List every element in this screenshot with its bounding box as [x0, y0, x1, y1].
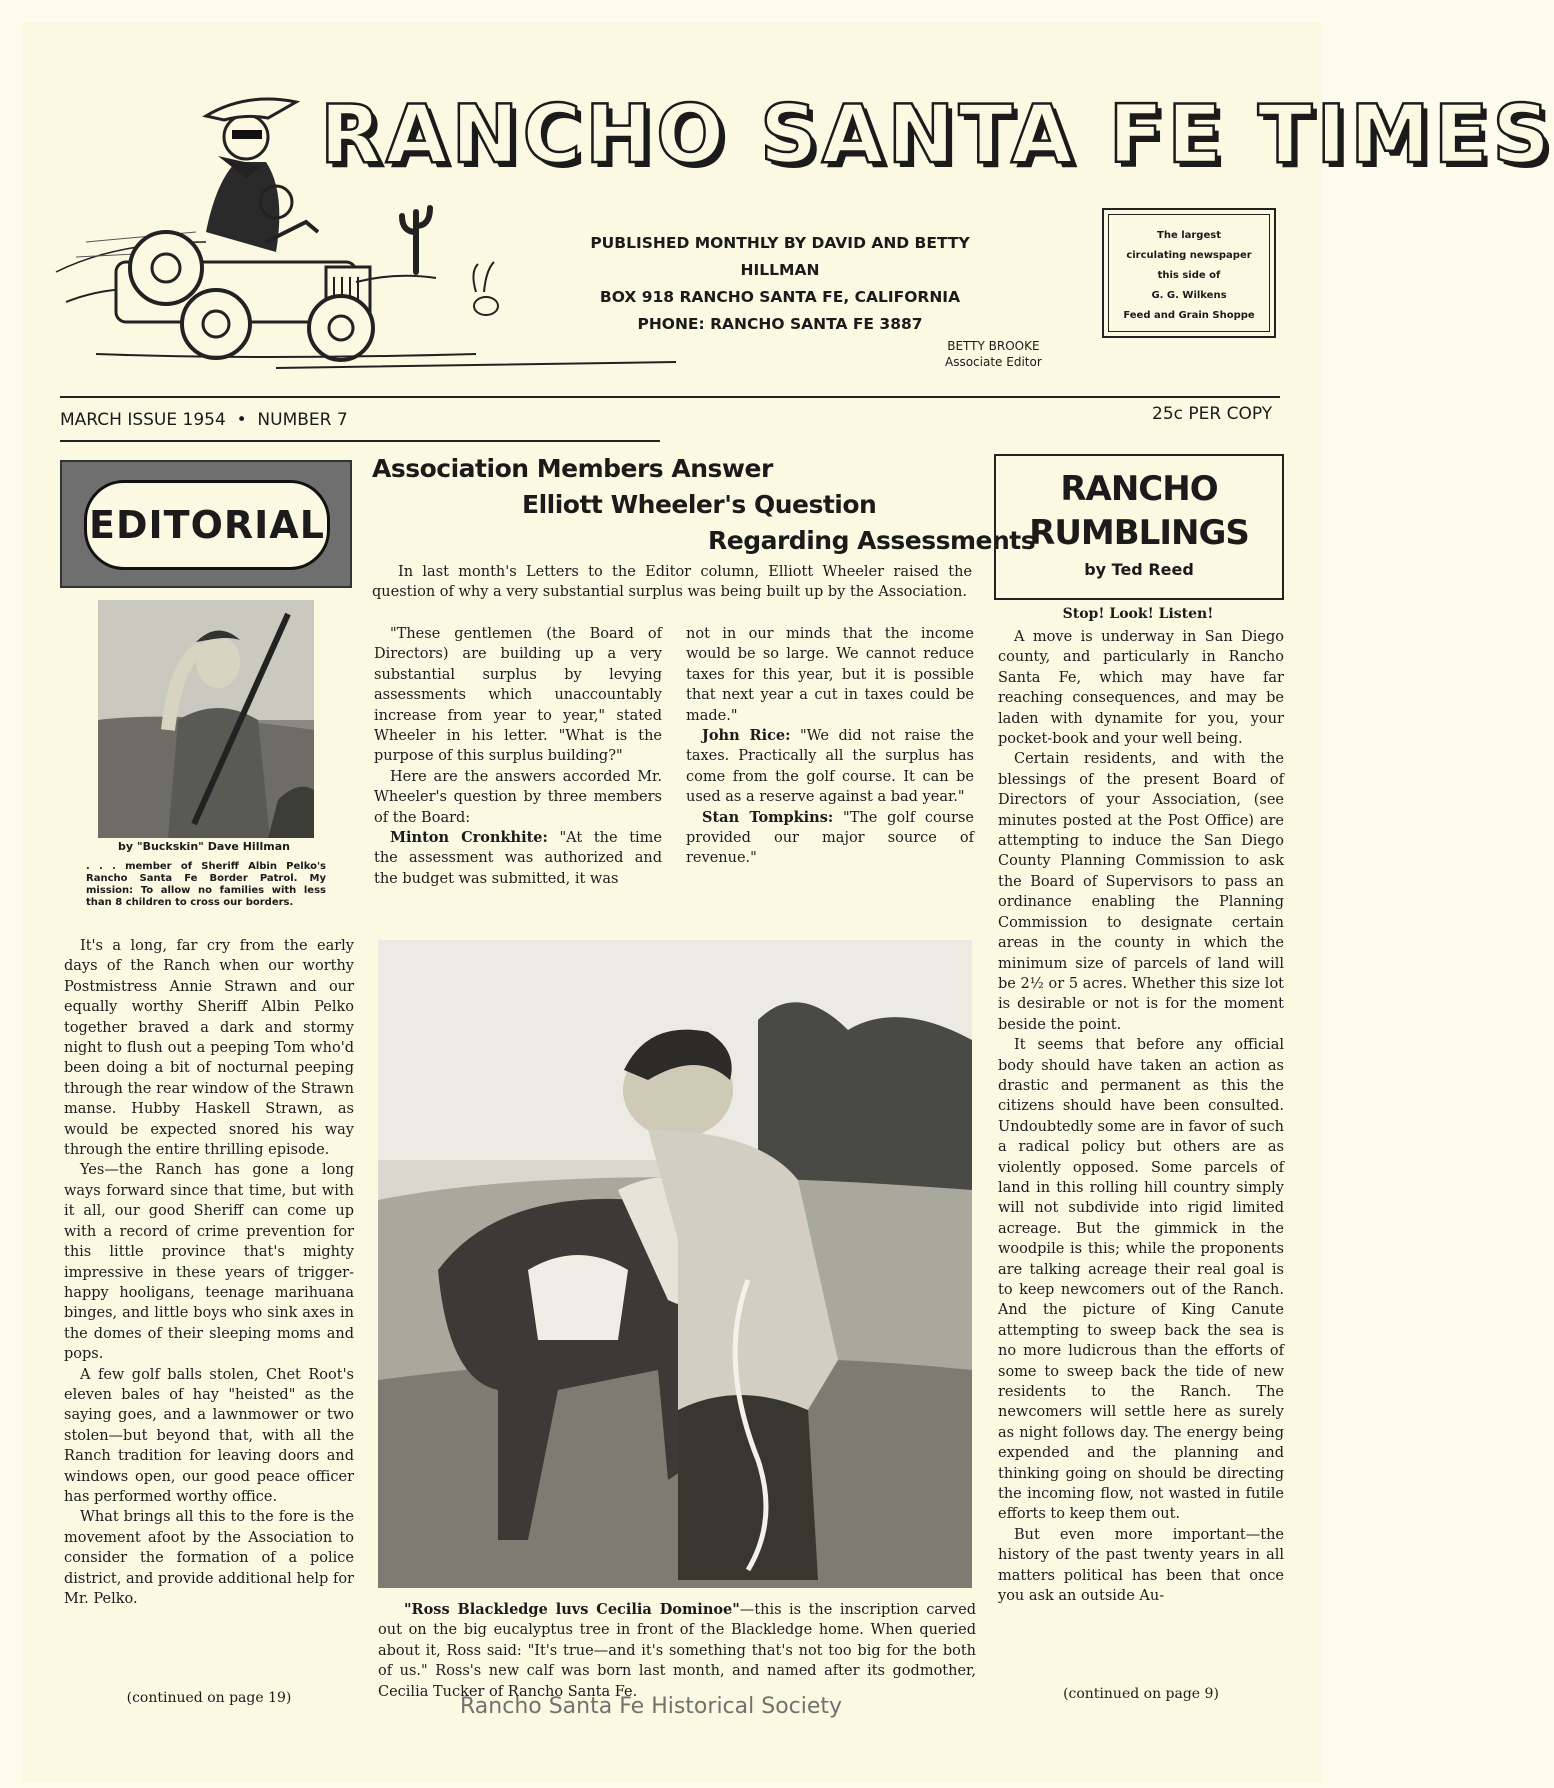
paragraph: It seems that before any official body should have taken an action as drastic and permanent as this the citizens should have been consulted. Undoubtedly some are in favor of such a radical policy but others are as violently opposed. Some parcels of land in this rolling hill country simply will not subdivide into rigid limited acreage. But the gimmick in the woodpile is this; while the proponents are talking acreage their real goal is to keep newcomers out of the Ranch. And the picture of King Canute attempting to sweep back the sea is no more ludicrous than the efforts of some to sweep back the tide of new residents to the Ranch. The newcomers will settle here as surely as night follows day. The energy being expended and the planning and thinking going on should be directing the incoming flow, not wasted in futile efforts to keep them out. [998, 1037, 1284, 1523]
paragraph: Here are the answers accorded Mr. Wheeler's question by three members of the Board: [374, 768, 662, 826]
ad-line: this side of [1157, 270, 1221, 281]
headline-line-3: Regarding Assessments [708, 526, 1036, 555]
editorial-photo [98, 600, 314, 838]
paragraph: It's a long, far cry from the early days of the Ranch when our worthy Postmistress Annie Strawn and our equally worthy Sheriff Albin Pelko together braved a dark and stormy night to flush out a peeping Tom who'd been doing a bit of nocturnal peeping through the rear window of the Strawn manse. Hubby Haskell Strawn, as would be expected snored his way through the entire thrilling episode. [64, 938, 354, 1159]
continued-note: (continued on page 19) [126, 1690, 292, 1706]
paragraph [374, 828, 662, 889]
boxed-advertisement [1102, 208, 1276, 338]
price: 25c PER COPY [1152, 404, 1273, 424]
rumblings-title-1: RANCHO [1060, 469, 1218, 509]
paragraph: Yes—the Ranch has gone a long ways forward since that time, but with it all, our good Sheriff can come up with a record of crime prevention for this little province that's mighty impressive in these years of trigger-happy hooligans, teenage marihuana binges, and little boys who sink axes in the domes of their sleeping moms and pops. [64, 1162, 354, 1363]
speaker-name: John Rice: [702, 727, 791, 745]
rumblings-text [998, 627, 1284, 1607]
watermark: Rancho Santa Fe Historical Society [460, 1694, 843, 1719]
caption-lead: "Ross Blackledge luvs Cecilia Dominoe" [404, 1601, 740, 1618]
paragraph: But even more important—the history of the past twenty years in all matters political has been that once you ask an outside Au- [998, 1526, 1284, 1605]
publisher-line: PUBLISHED MONTHLY BY DAVID AND BETTY HILLMAN [590, 234, 970, 279]
speaker-name: Minton Cronkhite: [390, 829, 548, 847]
associate-editor [945, 338, 1042, 370]
rumblings-title-2: RUMBLINGS [1029, 513, 1249, 553]
quote: "The golf course provided our major source of revenue." [686, 809, 975, 867]
boy-and-calf-photo [378, 940, 972, 1588]
paragraph: Certain residents, and with the blessings of the present Board of Directors of your Association, (see minutes posted at the Post Office) are attempting to induce the San Diego County Planning Commission to ask the Board of Supervisors to pass an ordinance enabling the Planning Commission to designate certain areas in the county in which the minimum size of parcels of land will be 2½ or 5 acres. Whether this size lot is desirable or not is for the moment beside the point. [998, 751, 1284, 1033]
continued-note: (continued on page 9) [1063, 1686, 1219, 1702]
photo-caption: . . . member of Sheriff Albin Pelko's Rancho Santa Fe Border Patrol. My mission: To allow no families with less than 8 children to cross our borders. [86, 861, 326, 908]
issue-number: MARCH ISSUE 1954 • NUMBER 7 [60, 410, 348, 430]
photo-byline: by "Buckskin" Dave Hillman [118, 840, 290, 853]
paragraph: A move is underway in San Diego county, and particularly in Rancho Santa Fe, which may have far reaching consequences, and may be laden with dynamite for you, your pocket-book and your well being. [998, 629, 1284, 748]
editorial-text [64, 936, 354, 1609]
paragraph: What brings all this to the fore is the movement afoot by the Association to consider the formation of a police district, and provide additional help for Mr. Pelko. [64, 1509, 354, 1607]
ad-line: Feed and Grain Shoppe [1123, 310, 1255, 321]
paragraph [686, 808, 974, 869]
paragraph: "These gentlemen (the Board of Directors) are building up a very substantial surplus by levying assessments which unaccountably increase from year to year," stated Wheeler in his letter. "What is the purpose of this surplus building?" [374, 626, 662, 765]
paragraph: A few golf balls stolen, Chet Root's eleven bales of hay "heisted" as the saying goes, and a lawnmower or two stolen—but beyond that, with all the Ranch tradition for leaving doors and windows open, our good peace officer has performed worthy office. [64, 1366, 354, 1505]
associate-title: Associate Editor [945, 355, 1042, 369]
rumblings-banner [994, 454, 1284, 600]
article-intro: In last month's Letters to the Editor column, Elliott Wheeler raised the question of why a very substantial surplus was being built up by the Association. [372, 564, 972, 601]
headline-line-2: Elliott Wheeler's Question [522, 490, 877, 519]
article-column-1 [374, 624, 662, 889]
editorial-banner [60, 460, 352, 588]
photo-caption-2 [378, 1600, 976, 1702]
phone-line: PHONE: RANCHO SANTA FE 3887 [637, 315, 923, 333]
caption-text: —this is the inscription carved out on the big eucalyptus tree in front of the Blackledge home. When queried about it, Ross said: "It's true—and it's something that's not too big for the both of us." Ross's new calf was born last month, and named after its godmother, Cecilia Tucker of Rancho Santa Fe. [378, 1602, 976, 1700]
publisher-info [560, 230, 1000, 338]
paragraph: not in our minds that the income would be so large. We cannot reduce taxes for this year, but it is possible that next year a cut in taxes could be made." [686, 626, 974, 724]
editorial-label: EDITORIAL [89, 503, 325, 547]
associate-name: BETTY BROOKE [947, 339, 1040, 353]
masthead-title: RANCHO SANTA FE TIMES [320, 88, 1554, 181]
ad-line: G. G. Wilkens [1151, 290, 1227, 301]
rumblings-byline: by Ted Reed [1084, 560, 1194, 579]
rumblings-subhead: Stop! Look! Listen! [1062, 606, 1214, 622]
article-column-2 [686, 624, 974, 869]
speaker-name: Stan Tompkins: [702, 808, 834, 826]
quote: "At the time the assessment was authorized and the budget was submitted, it was [374, 830, 662, 887]
quote: "We did not raise the taxes. Practically all the surplus has come from the golf course. It can be used as a reserve against a bad year." [686, 728, 974, 806]
ad-line: The largest [1157, 230, 1221, 241]
ad-line: circulating newspaper [1126, 250, 1252, 261]
divider [60, 396, 1280, 398]
divider [60, 440, 660, 442]
paragraph [686, 726, 974, 808]
address-line: BOX 918 RANCHO SANTA FE, CALIFORNIA [599, 288, 961, 306]
headline-line-1: Association Members Answer [372, 454, 773, 483]
